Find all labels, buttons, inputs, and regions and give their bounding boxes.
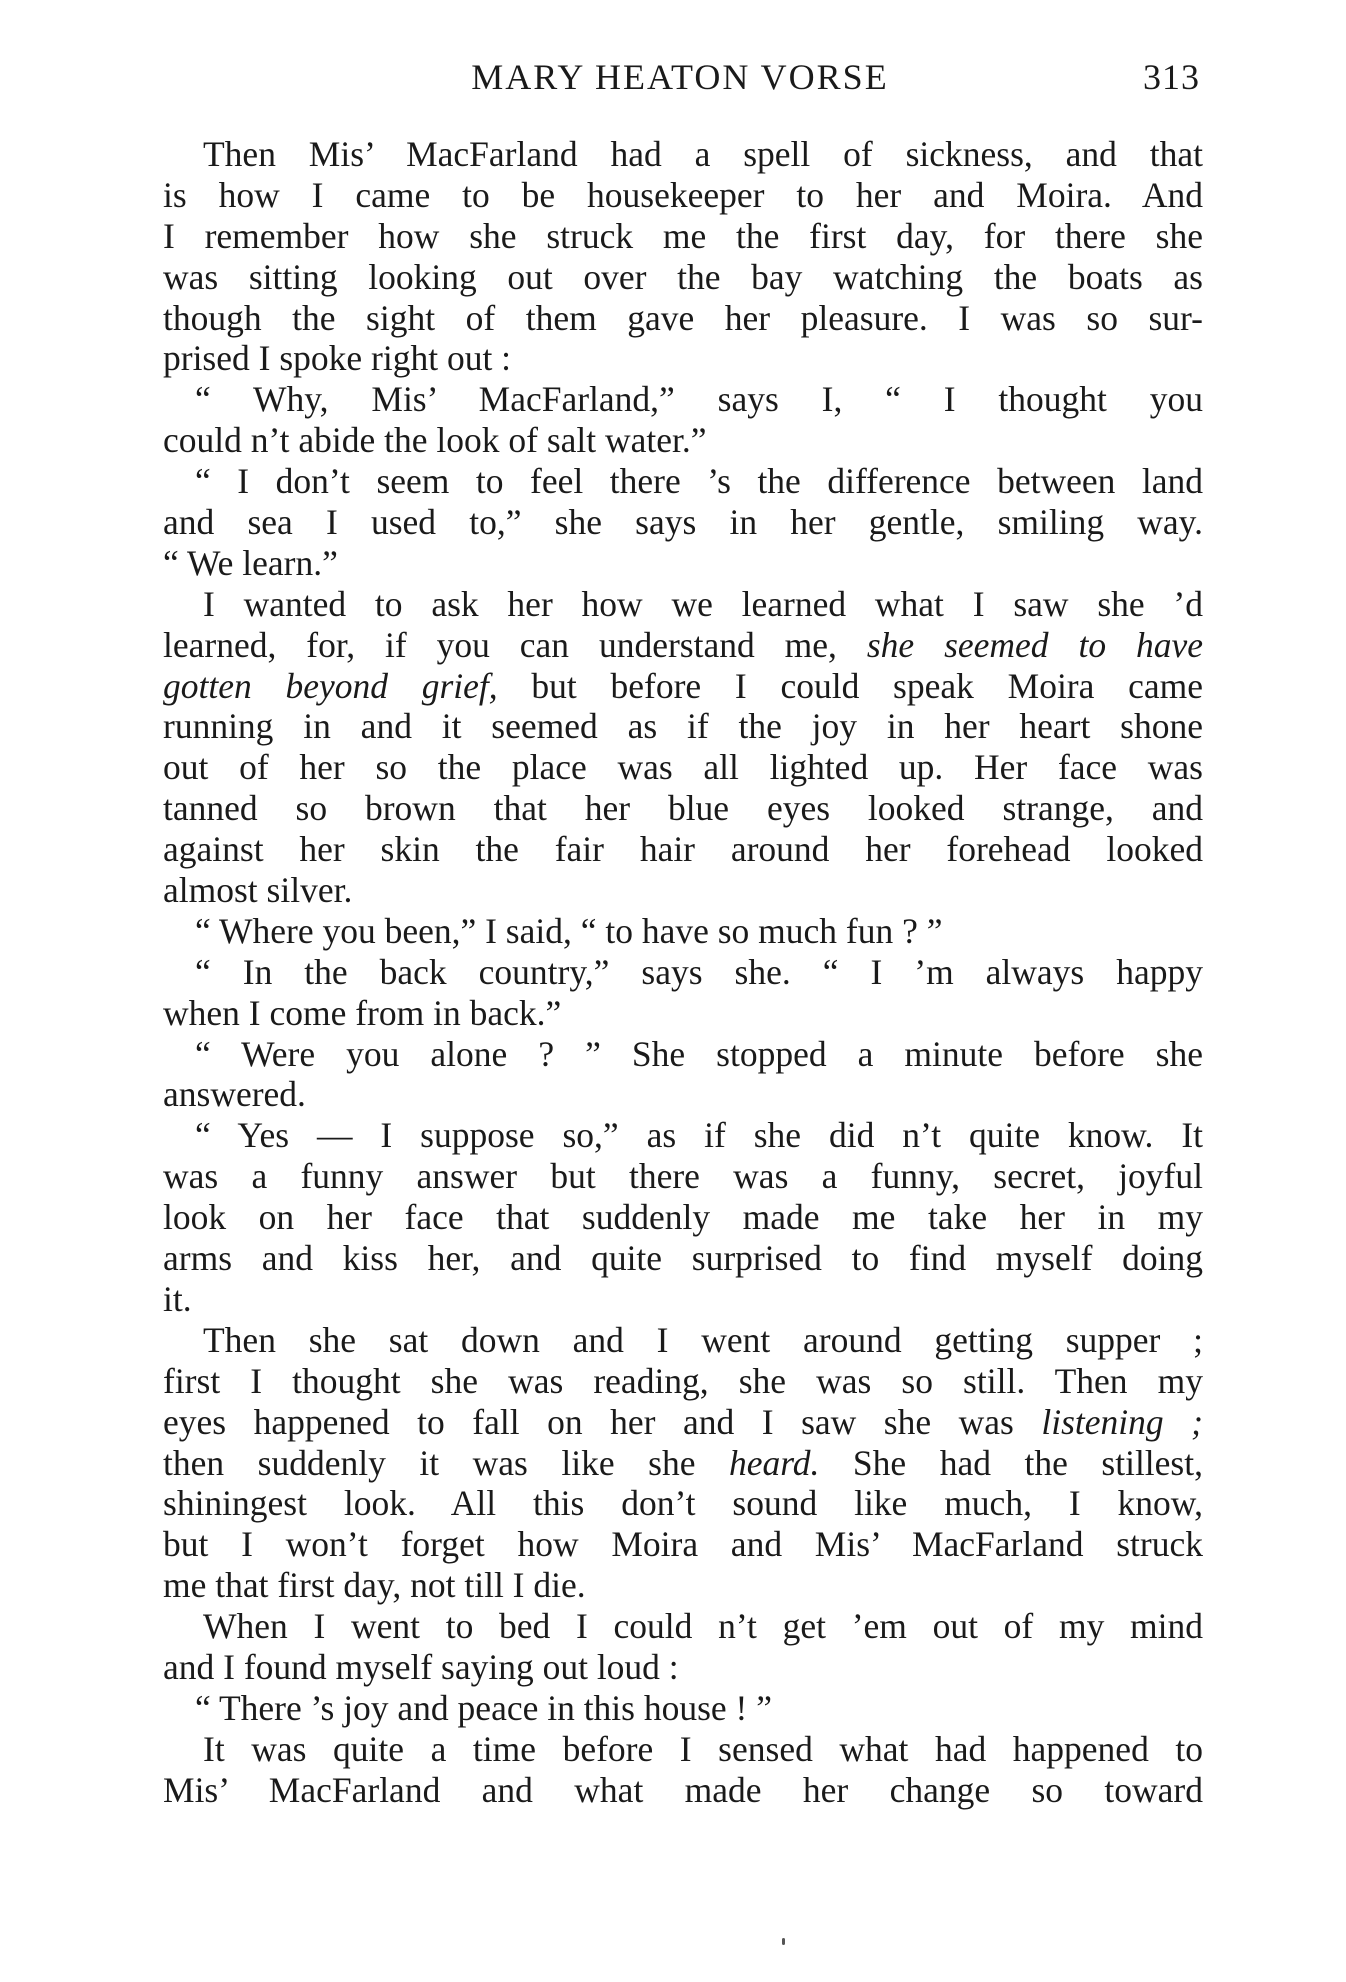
text-line: gotten beyond grief, but before I could speak Moira came bbox=[163, 665, 1204, 706]
italic-text: listening ; bbox=[1041, 1401, 1203, 1442]
text-line: is how I came to be housekeeper to her and Moira. And bbox=[163, 174, 1203, 215]
text-line: It was quite a time before I sensed what had happened to bbox=[203, 1728, 1203, 1769]
text-line: first I thought she was reading, she was so still. Then my bbox=[163, 1360, 1203, 1401]
text-line: was sitting looking out over the bay watching the boats as bbox=[163, 256, 1203, 297]
text-line: “ I don’t seem to feel there ’s the difference between land bbox=[195, 461, 1203, 502]
text-line: tanned so brown that her blue eyes looked strange, and bbox=[163, 788, 1203, 829]
text-line: eyes happened to fall on her and I saw she was listening ; bbox=[163, 1401, 1203, 1442]
text-line: against her skin the fair hair around her forehead looked bbox=[163, 829, 1203, 870]
text-line: learned, for, if you can understand me, she seemed to have bbox=[163, 624, 1204, 665]
text-line: and I found myself saying out loud : bbox=[163, 1646, 679, 1687]
text-line: and sea I used to,” she says in her gentle, smiling way. bbox=[163, 502, 1203, 543]
text-line: out of her so the place was all lighted up. Her face was bbox=[163, 747, 1203, 788]
running-title: MARY HEATON VORSE bbox=[471, 57, 889, 97]
text-line: “ Yes — I suppose so,” as if she did n’t quite know. It bbox=[195, 1115, 1203, 1156]
text-line: it. bbox=[163, 1278, 192, 1319]
text-line: look on her face that suddenly made me take her in my bbox=[163, 1197, 1203, 1238]
text-line: but I won’t forget how Moira and Mis’ MacFarland struck bbox=[163, 1524, 1203, 1565]
text-line: Then Mis’ MacFarland had a spell of sickness, and that bbox=[203, 134, 1203, 174]
text-line: then suddenly it was like she heard. She had the stillest, bbox=[163, 1442, 1203, 1483]
text-line: prised I spoke right out : bbox=[163, 338, 512, 379]
text-line: almost silver. bbox=[163, 870, 353, 911]
text-line: arms and kiss her, and quite surprised to find myself doing bbox=[163, 1238, 1203, 1279]
text-line: shiningest look. All this don’t sound like much, I know, bbox=[163, 1483, 1203, 1524]
text-line: “ Were you alone ? ” She stopped a minute before she bbox=[195, 1033, 1203, 1074]
text-line: when I come from in back.” bbox=[163, 992, 562, 1033]
running-head bbox=[160, 52, 1200, 102]
text-line: could n’t abide the look of salt water.” bbox=[163, 420, 707, 461]
italic-text: she seemed to have bbox=[866, 624, 1204, 665]
text-line: “ We learn.” bbox=[163, 542, 338, 583]
page-number: 313 bbox=[1143, 57, 1200, 97]
text-line: running in and it seemed as if the joy in her heart shone bbox=[163, 706, 1203, 747]
text-line: Then she sat down and I went around getting supper ; bbox=[203, 1319, 1203, 1360]
text-line: was a funny answer but there was a funny, secret, joyful bbox=[163, 1156, 1203, 1197]
text-line: me that first day, not till I die. bbox=[163, 1565, 586, 1606]
text-line: “ In the back country,” says she. “ I ’m always happy bbox=[195, 951, 1203, 992]
text-line: “ Where you been,” I said, “ to have so much fun ? ” bbox=[195, 910, 943, 951]
text-line: When I went to bed I could n’t get ’em out of my mind bbox=[203, 1606, 1203, 1647]
body-text bbox=[163, 134, 1203, 1811]
text-line: Mis’ MacFarland and what made her change so toward bbox=[163, 1769, 1203, 1810]
italic-text: heard. bbox=[729, 1442, 820, 1483]
print-speck bbox=[782, 1938, 785, 1945]
text-line: “ Why, Mis’ MacFarland,” says I, “ I thought you bbox=[195, 379, 1203, 420]
text-line: I remember how she struck me the first day, for there she bbox=[163, 215, 1203, 256]
text-line: answered. bbox=[163, 1074, 306, 1115]
text-line: though the sight of them gave her pleasure. I was so sur- bbox=[163, 297, 1203, 338]
text-line: “ There ’s joy and peace in this house ! ” bbox=[195, 1687, 773, 1728]
italic-text: gotten beyond grief, bbox=[163, 665, 498, 706]
text-line: I wanted to ask her how we learned what I saw she ’d bbox=[203, 583, 1203, 624]
